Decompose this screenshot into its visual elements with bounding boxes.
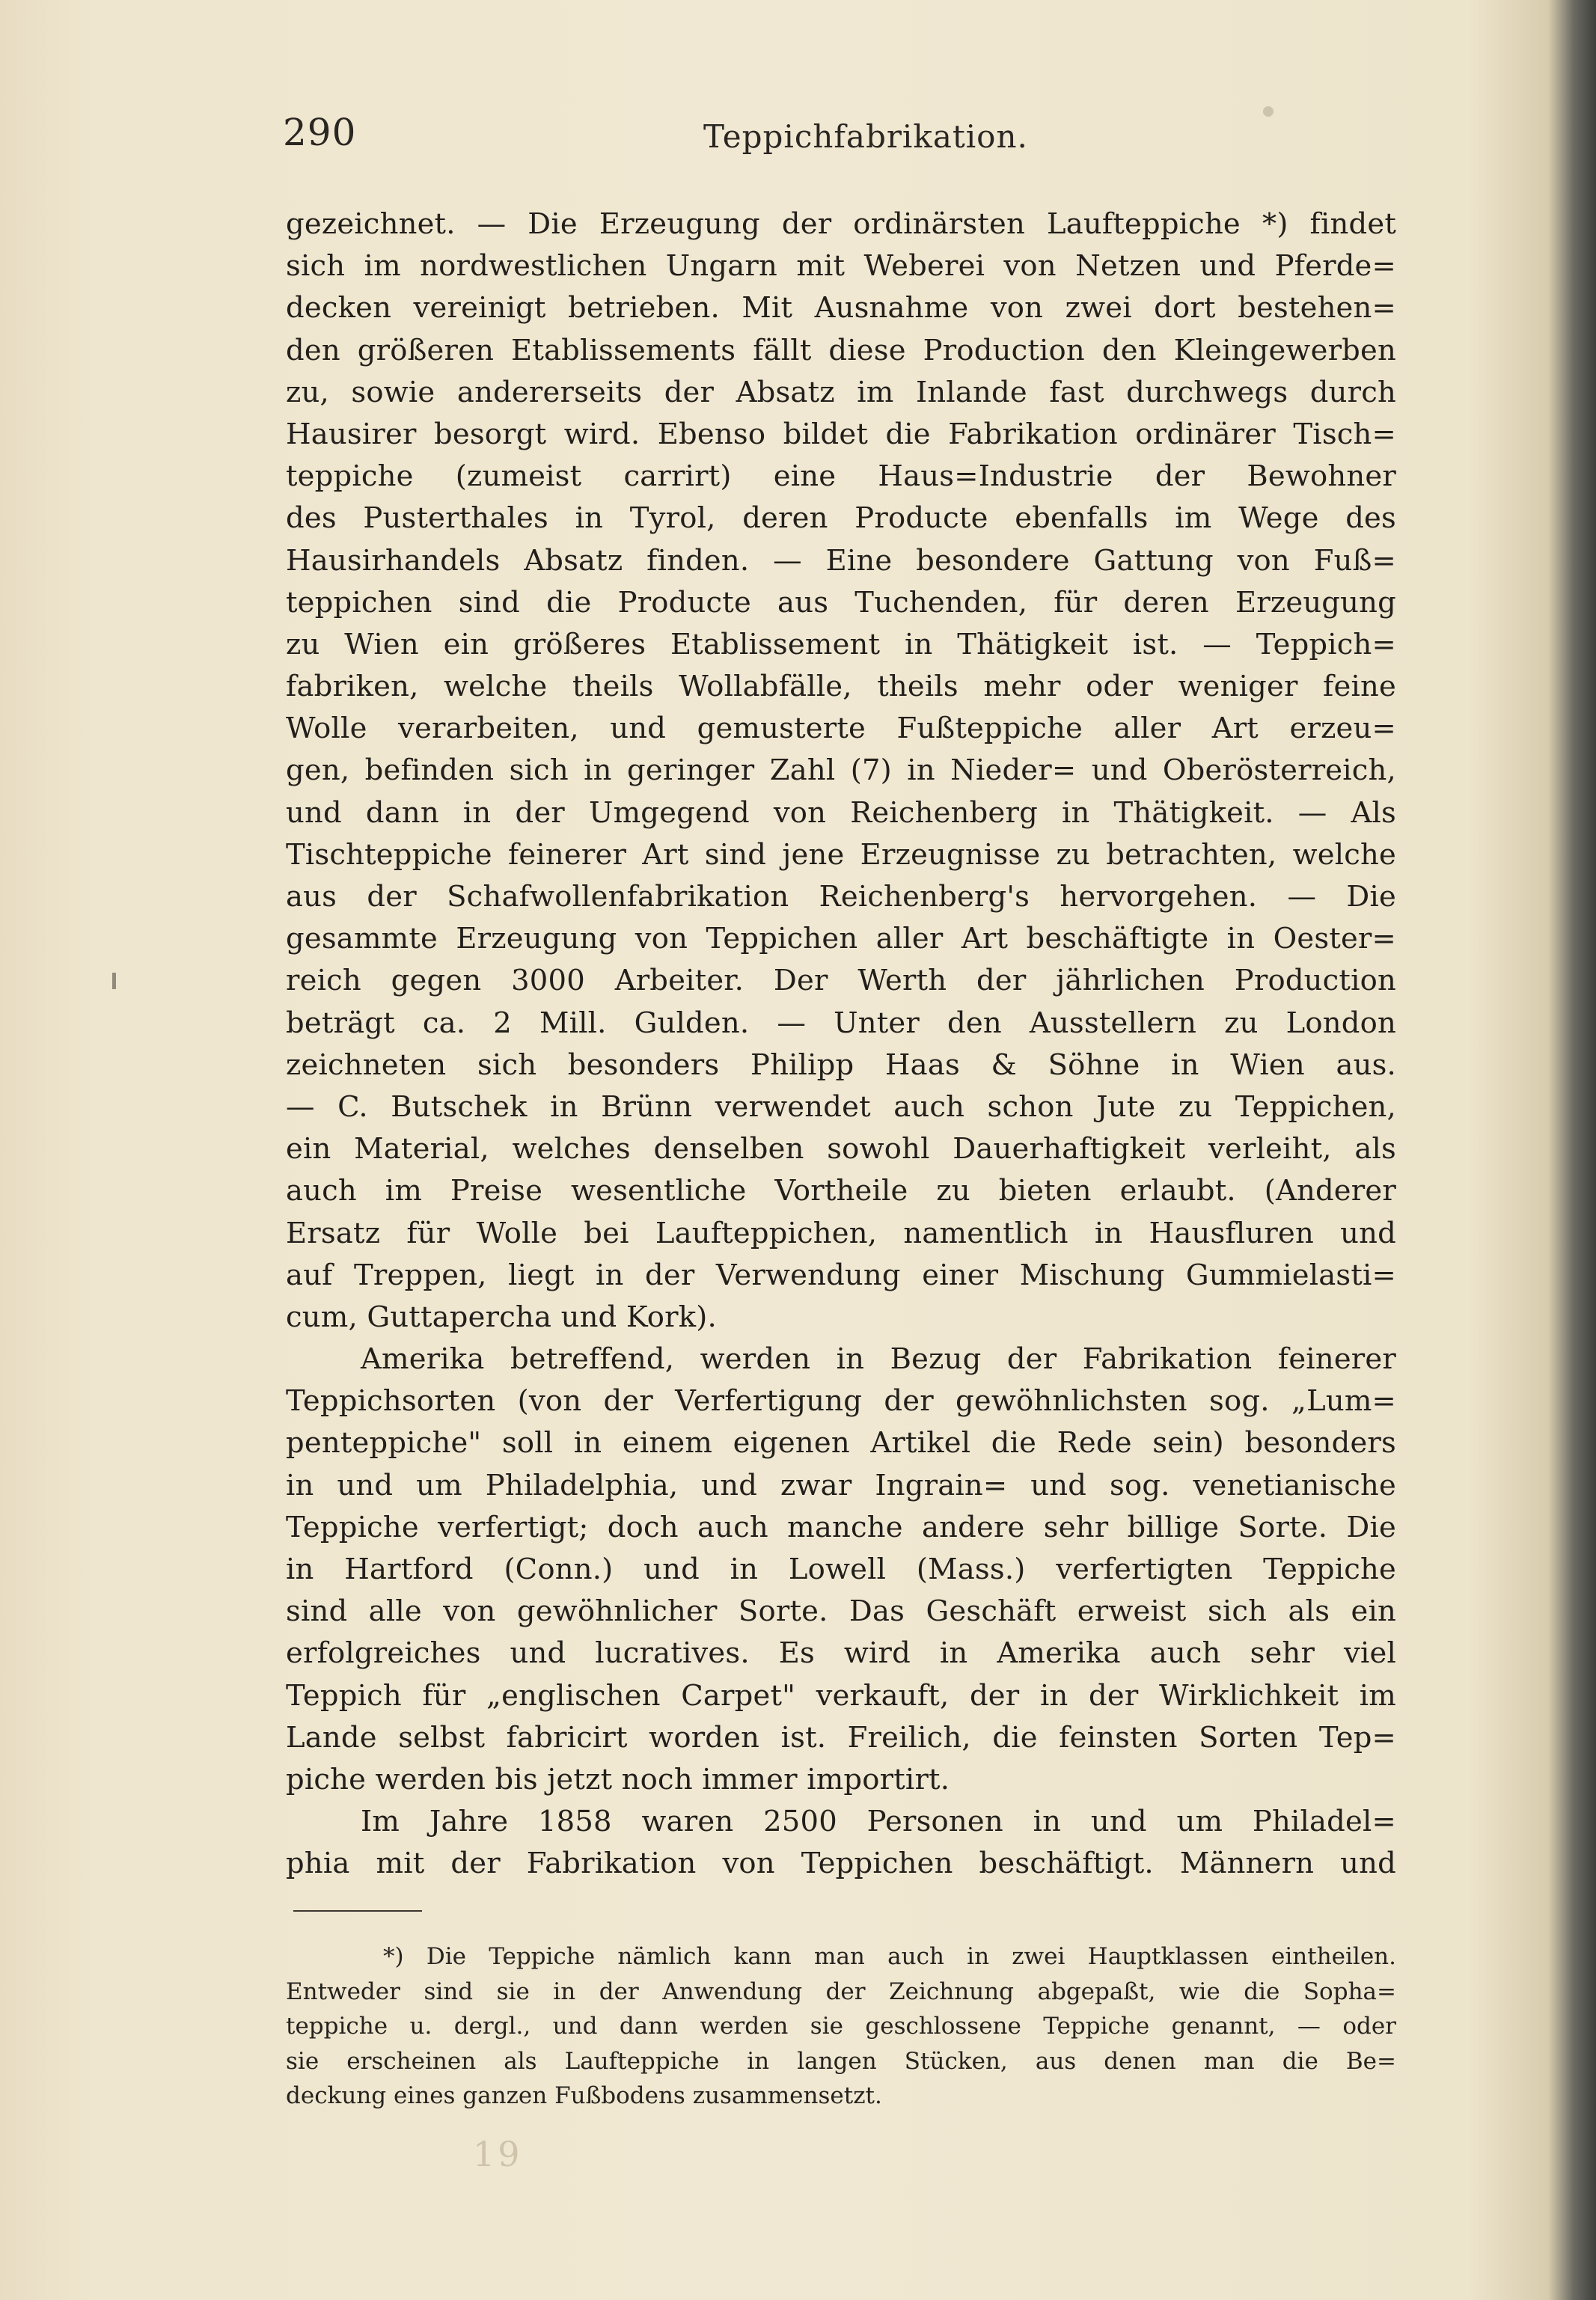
footnote-line: sie erscheinen als Laufteppiche in langen Stücken, aus denen man die Be= xyxy=(286,2047,1396,2075)
text-line: penteppiche" soll in einem eigenen Artikel die Rede sein) besonders xyxy=(286,1426,1396,1461)
text-line: teppiche (zumeist carrirt) eine Haus=Industrie der Bewohner xyxy=(286,459,1396,494)
text-line: sind alle von gewöhnlicher Sorte. Das Geschäft erweist sich als ein xyxy=(286,1594,1396,1629)
text-line: Hausirhandels Absatz finden. — Eine besondere Gattung von Fuß= xyxy=(286,543,1396,578)
footnote-line: teppiche u. dergl., und dann werden sie geschlossene Teppiche genannt, — oder xyxy=(286,2013,1396,2040)
body-text xyxy=(286,204,1396,1885)
text-line: Teppiche verfertigt; doch auch manche andere sehr billige Sorte. Die xyxy=(286,1510,1396,1544)
text-line: Wolle verarbeiten, und gemusterte Fußteppiche aller Art erzeu= xyxy=(286,712,1396,746)
text-line: gen, befinden sich in geringer Zahl (7) in Nieder= und Oberösterreich, xyxy=(286,753,1396,788)
text-line: teppichen sind die Producte aus Tuchenden, für deren Erzeugung xyxy=(286,585,1396,620)
text-line: sich im nordwestlichen Ungarn mit Weberei von Netzen und Pferde= xyxy=(286,249,1396,284)
text-line-paragraph-end: cum, Guttapercha und Kork). xyxy=(286,1300,717,1334)
text-line: aus der Schafwollenfabrikation Reichenberg's hervorgehen. — Die xyxy=(286,880,1396,914)
text-line-paragraph-start: Im Jahre 1858 waren 2500 Personen in und um Philadel= xyxy=(361,1805,1396,1839)
text-line: Lande selbst fabricirt worden ist. Freilich, die feinsten Sorten Tep= xyxy=(286,1720,1396,1755)
text-line: Teppichsorten (von der Verfertigung der gewöhnlichsten sog. „Lum= xyxy=(286,1384,1396,1419)
text-line: Ersatz für Wolle bei Laufteppichen, namentlich in Hausfluren und xyxy=(286,1216,1396,1250)
text-line: zu Wien ein größeres Etablissement in Thätigkeit ist. — Teppich= xyxy=(286,627,1396,661)
text-line: und dann in der Umgegend von Reichenberg in Thätigkeit. — Als xyxy=(286,795,1396,830)
page-number: 290 xyxy=(283,111,357,154)
text-line: in Hartford (Conn.) und in Lowell (Mass.) verfertigten Teppiche xyxy=(286,1553,1396,1586)
text-line: erfolgreiches und lucratives. Es wird in Amerika auch sehr viel xyxy=(286,1636,1396,1671)
text-line: fabriken, welche theils Wollabfälle, theils mehr oder weniger feine xyxy=(286,670,1396,704)
signature-mark: 19 xyxy=(473,2134,523,2174)
footnote-line: Entweder sind sie in der Anwendung der Zeichnung abgepaßt, wie die Sopha= xyxy=(286,1978,1396,2005)
text-line: auf Treppen, liegt in der Verwendung einer Mischung Gummielasti= xyxy=(286,1258,1396,1292)
text-line: — C. Butschek in Brünn verwendet auch schon Jute zu Teppichen, xyxy=(286,1089,1396,1124)
footnote-divider xyxy=(293,1910,422,1912)
text-line: zu, sowie andererseits der Absatz im Inlande fast durchwegs durch xyxy=(286,375,1396,409)
text-line: decken vereinigt betrieben. Mit Ausnahme von zwei dort bestehen= xyxy=(286,291,1396,325)
text-line: gezeichnet. — Die Erzeugung der ordinärsten Laufteppiche *) findet xyxy=(286,207,1396,241)
text-line-paragraph-start: Amerika betreffend, werden in Bezug der Fabrikation feinerer xyxy=(361,1342,1396,1377)
text-line: phia mit der Fabrikation von Teppichen beschäftigt. Männern und xyxy=(286,1847,1396,1881)
text-line: auch im Preise wesentliche Vortheile zu bieten erlaubt. (Anderer xyxy=(286,1174,1396,1208)
text-line: des Pusterthales in Tyrol, deren Producte ebenfalls im Wege des xyxy=(286,501,1396,536)
text-line: beträgt ca. 2 Mill. Gulden. — Unter den Ausstellern zu London xyxy=(286,1006,1396,1040)
text-line-paragraph-end: piche werden bis jetzt noch immer importirt. xyxy=(286,1762,950,1796)
ink-smudge xyxy=(1263,106,1274,117)
text-line: in und um Philadelphia, und zwar Ingrain= und sog. venetianische xyxy=(286,1468,1396,1502)
text-line: reich gegen 3000 Arbeiter. Der Werth der jährlichen Production xyxy=(286,964,1396,998)
text-line: ein Material, welches denselben sowohl Dauerhaftigkeit verleiht, als xyxy=(286,1132,1396,1166)
footnote-line: *) Die Teppiche nämlich kann man auch in zwei Hauptklassen eintheilen. xyxy=(383,1943,1396,1970)
text-line: gesammte Erzeugung von Teppichen aller Art beschäftigte in Oester= xyxy=(286,922,1396,956)
margin-speck xyxy=(112,973,116,989)
footnotes xyxy=(286,1939,1396,2114)
running-head: Teppichfabrikation. xyxy=(703,118,1028,155)
text-line: den größeren Etablissements fällt diese Production den Kleingewerben xyxy=(286,333,1396,367)
text-line: Tischteppiche feinerer Art sind jene Erzeugnisse zu betrachten, welche xyxy=(286,837,1396,872)
text-line: Teppich für „englischen Carpet" verkauft, der in der Wirklichkeit im xyxy=(286,1678,1396,1713)
text-line: Hausirer besorgt wird. Ebenso bildet die Fabrikation ordinärer Tisch= xyxy=(286,417,1396,451)
text-line: zeichneten sich besonders Philipp Haas & Söhne in Wien aus. xyxy=(286,1047,1396,1082)
footnote-line: deckung eines ganzen Fußbodens zusammensetzt. xyxy=(286,2082,882,2109)
